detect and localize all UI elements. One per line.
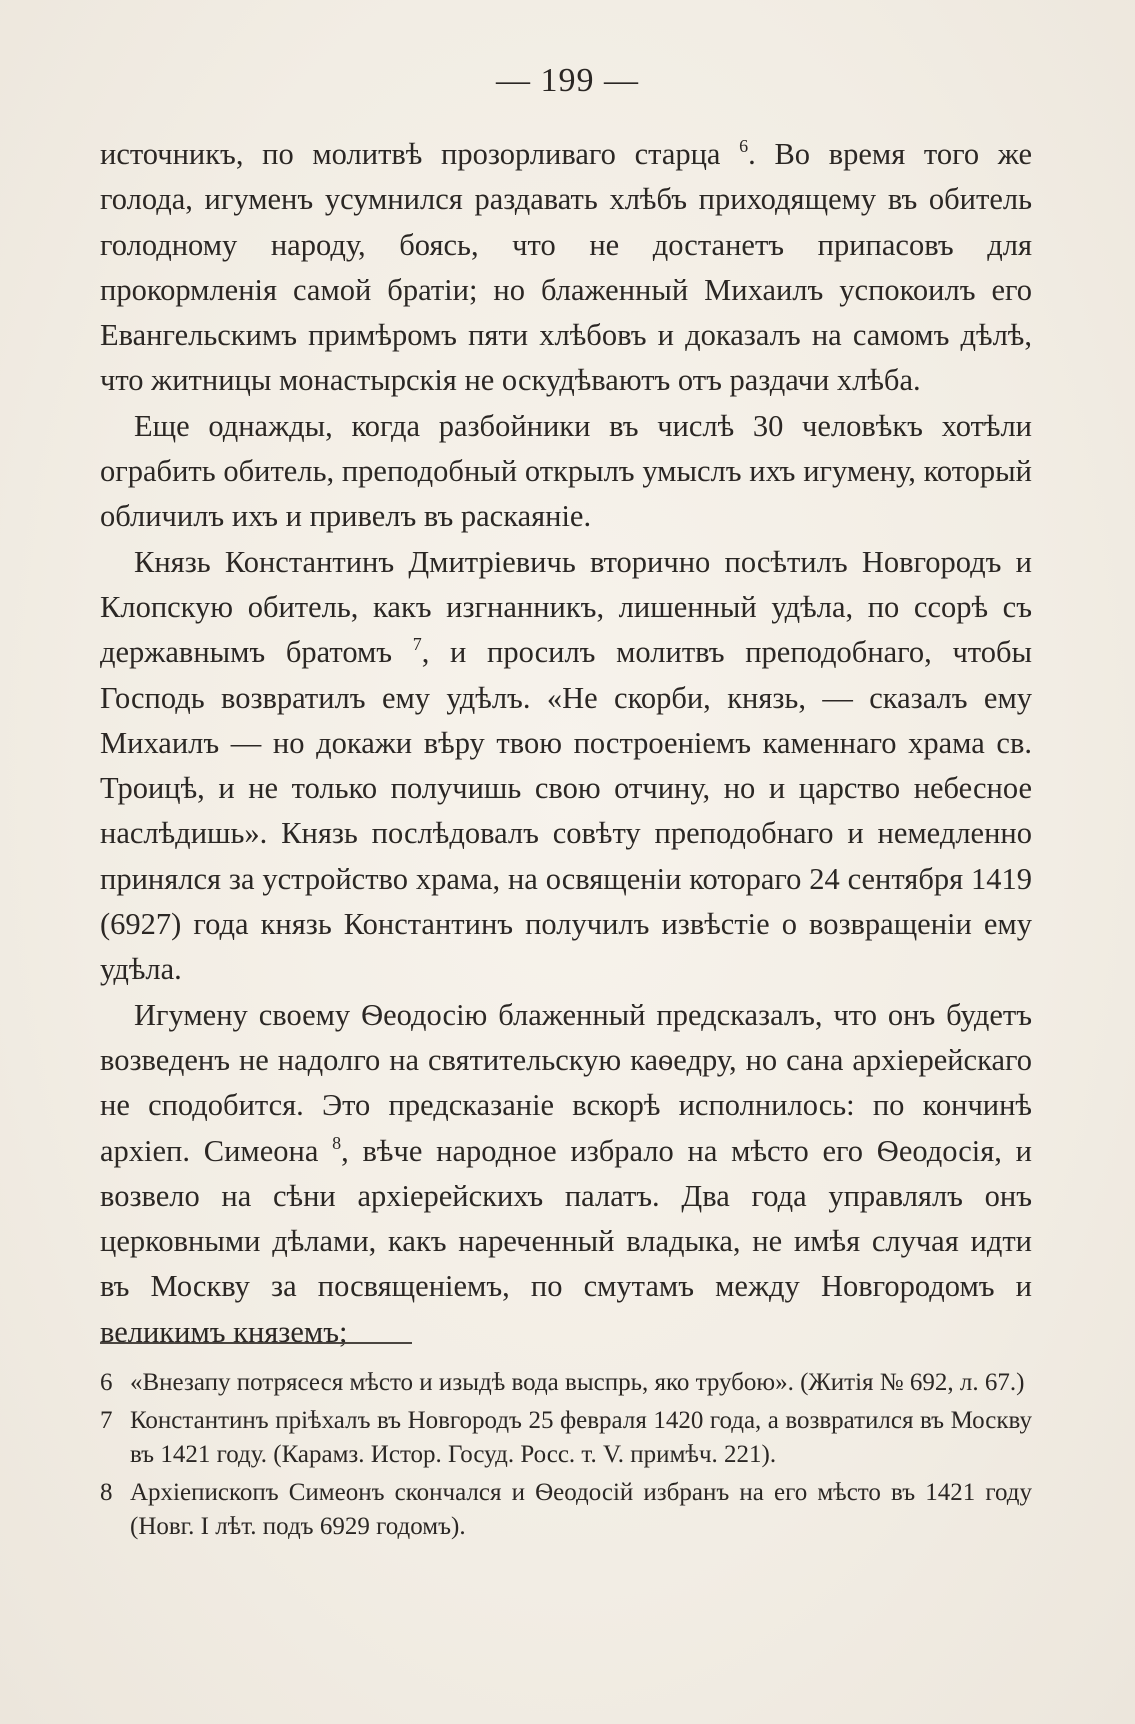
footnote-ref: 6 (739, 136, 749, 156)
text-run: , вѣче народное избрало на мѣсто его Ѳеодосія, и возвело на сѣни архіерейскихъ палатъ. Два года управлялъ онъ церковными дѣлами, какъ нареченный владыка, не имѣя случая идти въ Москву за посвященіемъ, по смутамъ между Новгородомъ и великимъ княземъ; (100, 1133, 1033, 1349)
footnote (100, 1404, 1032, 1473)
footnote (100, 1476, 1032, 1545)
footnote-ref: 8 (332, 1132, 342, 1153)
footnotes (100, 1366, 1032, 1548)
text-run: , и просилъ молитвъ преподобнаго, чтобы Господь возвратилъ ему удѣлъ. «Не скорби, князь, — сказалъ ему Михаилъ — но докажи вѣру твою построеніемъ каменнаго храма св. Троицѣ, и не только получишь свою отчину, но и царство небесное наслѣдишь». Князь послѣдовалъ совѣту преподобнаго и немедленно принялся за устройство храма, на освященіи котораго 24 сентября 1419 (6927) года князь Константинъ получилъ извѣстіе о возвращеніи ему удѣла. (100, 635, 1032, 987)
main-text (100, 132, 1032, 1355)
footnote-ref: 7 (412, 634, 422, 655)
text-run: Игумену своему Ѳеодосію блаженный предсказалъ, что онъ будетъ возведенъ не надолго на святительскую каѳедру, но сана архіерейскаго не сподобится. Это предсказаніе вскорѣ исполнилось: по кончинѣ архіеп. Симеона (100, 997, 1032, 1168)
footnote-text: «Внезапу потрясеся мѣсто и изыдѣ вода выспрь, яко трубою». (Житія № 692, л. 67.) (130, 1369, 1025, 1396)
text-run: Князь Константинъ Дмитріевичь вторично посѣтилъ Новгородъ и Клопскую обитель, какъ изгнанникъ, лишенный удѣла, по ссорѣ съ державнымъ братомъ (100, 544, 1032, 670)
paragraph (100, 132, 1032, 404)
footnote-divider (100, 1342, 412, 1344)
footnote-number: 6 (100, 1369, 113, 1396)
footnote-text: Константинъ пріѣхалъ въ Новгородъ 25 февраля 1420 года, а возвратился въ Москву въ 1421 году. (Карамз. Истор. Госуд. Росс. т. V. примѣч. 221). (130, 1406, 1032, 1468)
text-run: . Во время того же голода, игуменъ усумнился раздавать хлѣбъ приходящему въ обитель голодному народу, боясь, что не достанетъ припасовъ для прокормленія самой братіи; но блаженный Михаилъ успокоилъ его Евангельскимъ примѣромъ пяти хлѣбовъ и доказалъ на самомъ дѣлѣ, что житницы монастырскія не оскудѣваютъ отъ раздачи хлѣба. (100, 137, 1032, 398)
page-number: — 199 — (496, 62, 639, 99)
footnote-text: Архіепископъ Симеонъ скончался и Ѳеодосій избранъ на его мѣсто въ 1421 году (Новг. I лѣт. подъ 6929 годомъ). (130, 1478, 1032, 1540)
text-run: источникъ, по молитвѣ прозорливаго старца (100, 137, 740, 171)
footnote (100, 1366, 1032, 1401)
paragraph (100, 540, 1032, 993)
footnote-number: 7 (100, 1406, 113, 1434)
footnote-number: 8 (100, 1478, 113, 1506)
paragraph (100, 993, 1032, 1355)
paragraph (100, 404, 1032, 540)
text-run: Еще однажды, когда разбойники въ числѣ 30 человѣкъ хотѣли ограбить обитель, преподобный открылъ умыслъ ихъ игумену, который обличилъ ихъ и привелъ въ раскаяніе. (100, 408, 1032, 534)
